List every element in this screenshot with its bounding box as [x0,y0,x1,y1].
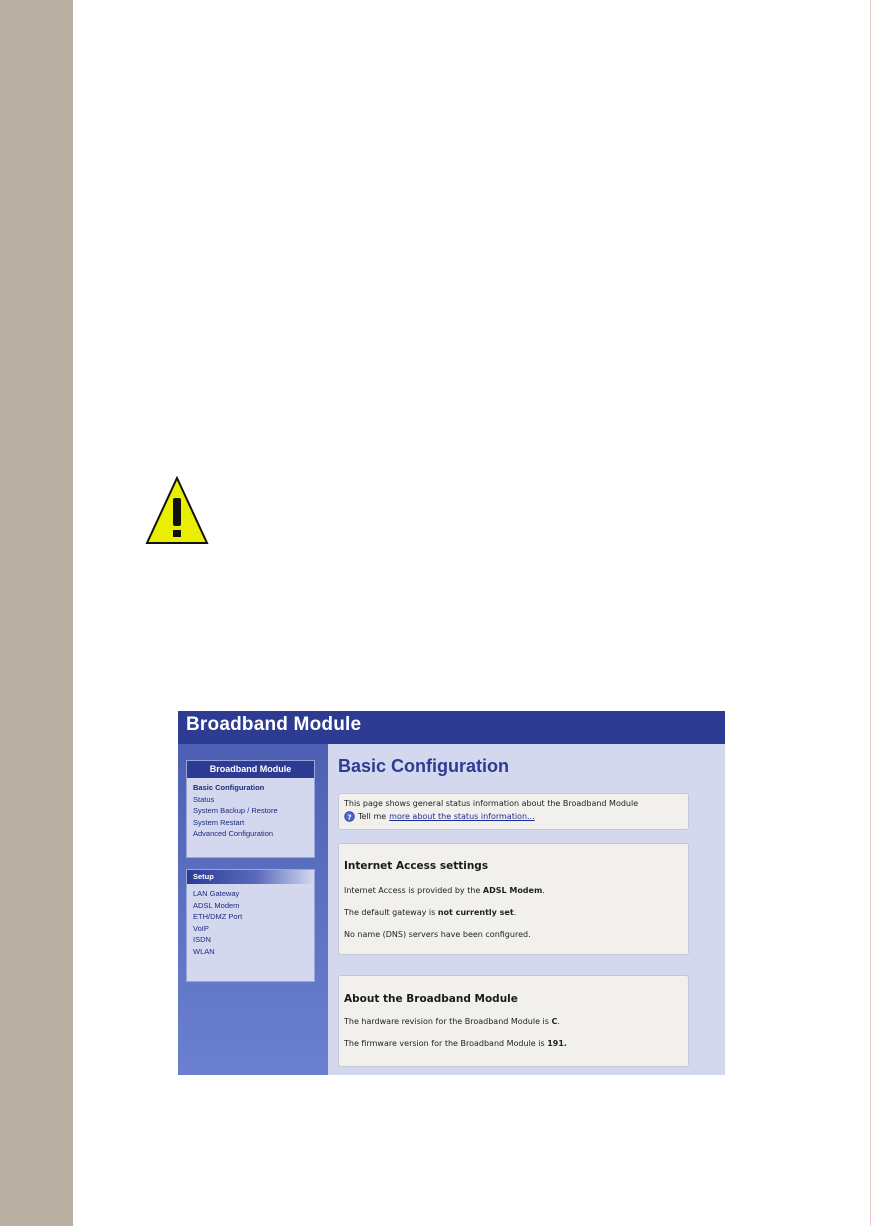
page-edge-line [870,0,871,1226]
sidebar-item-eth-dmz-port[interactable]: ETH/DMZ Port [193,912,243,922]
hardware-revision-text: The hardware revision for the Broadband Module is C. [344,1017,560,1026]
page-margin-strip [0,0,73,1226]
page-title: Basic Configuration [338,756,510,776]
sidebar-item-lan-gateway[interactable]: LAN Gateway [193,889,240,898]
help-icon[interactable] [344,811,355,822]
tell-me-label: Tell me [358,812,387,821]
nav-section-setup [186,869,315,982]
sidebar-item-isdn[interactable]: ISDN [193,935,211,945]
about-heading: About the Broadband Module [344,993,518,1005]
svg-text:?: ? [347,812,352,822]
default-gateway-text: The default gateway is not currently set. [344,908,517,917]
sidebar-item-system-restart[interactable]: System Restart [193,817,245,827]
sidebar-item-system-backup-restore[interactable]: System Backup / Restore [193,806,278,816]
internet-access-heading: Internet Access settings [344,860,489,872]
internet-access-panel [338,843,689,955]
nav-section-title: Setup [187,870,314,884]
sidebar-item-status[interactable]: Status [193,794,215,804]
header-bar [178,711,725,744]
dns-servers-text: No name (DNS) servers have been configured. [344,930,531,939]
app-title: Broadband Module [186,714,362,735]
nav-section-broadband-module [186,760,315,858]
firmware-version-text: The firmware version for the Broadband Module is 191. [344,1039,567,1048]
sidebar-item-advanced-configuration[interactable]: Advanced Configuration [193,829,274,839]
router-ui-screenshot [178,711,725,1075]
status-info-link[interactable]: more about the status information... [389,812,535,821]
sidebar-item-wlan[interactable]: WLAN [193,946,215,956]
info-text: This page shows general status information about the Broadband Module [344,799,639,808]
sidebar-item-basic-configuration[interactable]: Basic Configuration [193,783,265,792]
help-line [344,811,535,822]
about-panel [338,975,689,1067]
sidebar [178,744,328,1075]
warning-icon [145,476,209,546]
sidebar-item-voip[interactable]: VoIP [193,923,209,933]
main-content [328,744,725,1075]
internet-access-provider-text: Internet Access is provided by the ADSL Modem. [344,886,545,895]
nav-section-title: Broadband Module [187,761,314,778]
sidebar-item-adsl-modem[interactable]: ADSL Modem [193,900,240,910]
info-panel [338,793,689,830]
